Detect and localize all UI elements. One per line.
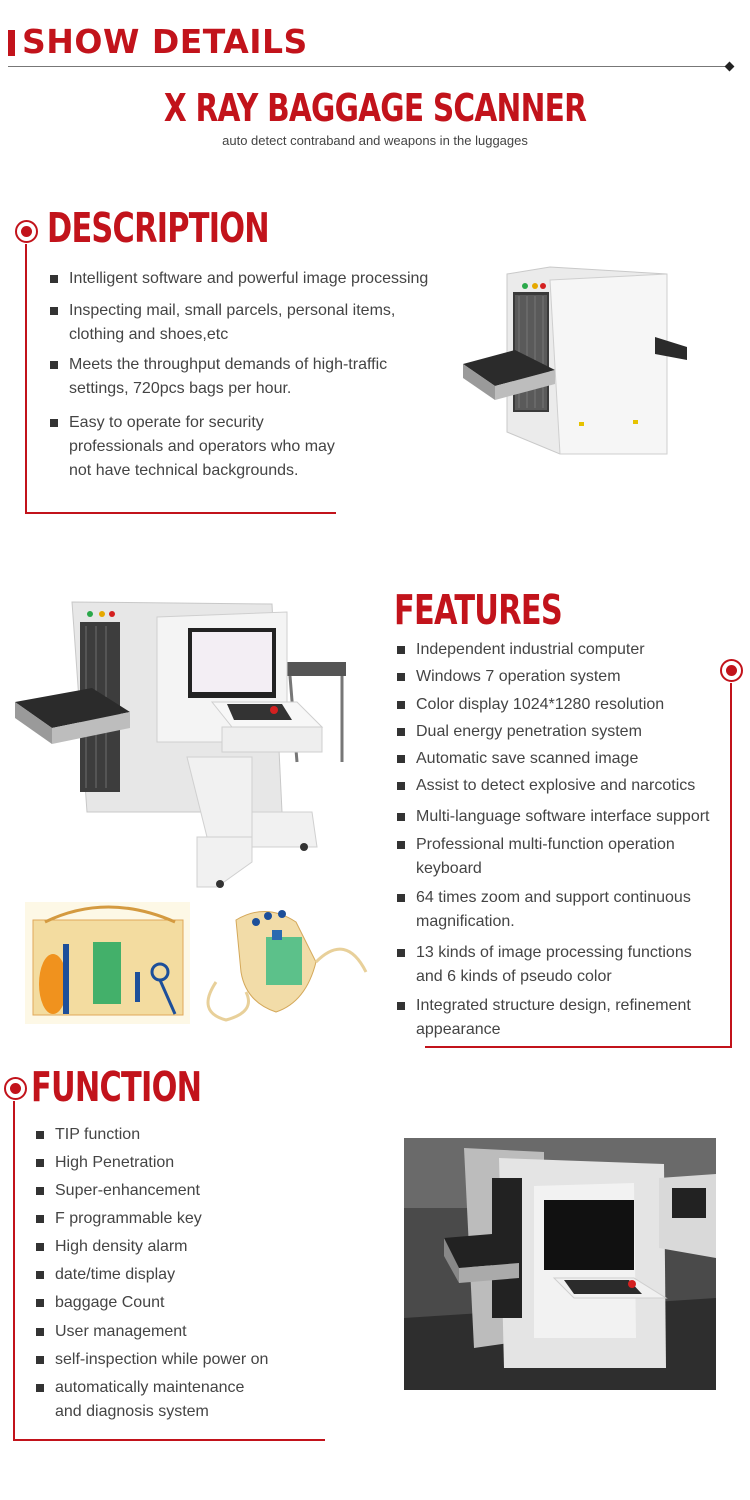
xray-bag-image-2 bbox=[196, 902, 374, 1024]
features-item: Integrated structure design, refinement appearance bbox=[394, 994, 714, 1042]
description-frame-bottom-line bbox=[25, 512, 336, 514]
description-item: Easy to operate for security professionals and operators who may not have technical backgrounds. bbox=[47, 411, 357, 483]
function-item: self-inspection while power on bbox=[33, 1348, 333, 1372]
function-list bbox=[33, 1123, 333, 1424]
header-divider bbox=[8, 66, 730, 67]
features-item: Professional multi-function operation keyboard bbox=[394, 833, 709, 881]
scanner-with-console-image bbox=[12, 592, 352, 892]
function-item: High Penetration bbox=[33, 1151, 333, 1175]
features-item: Assist to detect explosive and narcotics bbox=[394, 774, 734, 798]
features-item: 64 times zoom and support continuous magnification. bbox=[394, 886, 709, 934]
description-item: Meets the throughput demands of high-traffic settings, 720pcs bags per hour. bbox=[47, 353, 427, 401]
scanner-warehouse-photo bbox=[404, 1138, 716, 1390]
features-item: Multi-language software interface support bbox=[394, 805, 734, 829]
page-title: X RAY BAGGAGE SCANNER bbox=[163, 86, 587, 130]
features-frame-bottom-line bbox=[425, 1046, 732, 1048]
description-item: Intelligent software and powerful image processing bbox=[47, 267, 462, 291]
header-accent-bar bbox=[8, 30, 15, 56]
features-list bbox=[394, 638, 734, 1042]
description-bullet-circle-icon bbox=[15, 220, 38, 243]
function-item: User management bbox=[33, 1320, 333, 1344]
function-item: High density alarm bbox=[33, 1235, 333, 1259]
description-item: Inspecting mail, small parcels, personal items, clothing and shoes,etc bbox=[47, 299, 427, 347]
function-item: date/time display bbox=[33, 1263, 333, 1287]
show-details-heading: SHOW DETAILS bbox=[22, 22, 308, 61]
function-item: TIP function bbox=[33, 1123, 333, 1147]
function-bullet-circle-icon bbox=[4, 1077, 27, 1100]
description-heading: DESCRIPTION bbox=[47, 204, 269, 252]
function-item: F programmable key bbox=[33, 1207, 333, 1231]
description-list bbox=[47, 267, 462, 483]
function-item: automatically maintenance and diagnosis system bbox=[33, 1376, 268, 1424]
function-frame-vertical-line bbox=[13, 1101, 15, 1441]
function-heading: FUNCTION bbox=[31, 1063, 202, 1111]
xray-bag-image-1 bbox=[25, 902, 190, 1024]
xray-scanner-image bbox=[455, 262, 695, 462]
features-item: Independent industrial computer bbox=[394, 638, 734, 662]
function-frame-bottom-line bbox=[13, 1439, 325, 1441]
features-item: 13 kinds of image processing functions and 6 kinds of pseudo color bbox=[394, 941, 709, 989]
description-frame-vertical-line bbox=[25, 244, 27, 514]
features-item: Color display 1024*1280 resolution bbox=[394, 693, 734, 717]
divider-diamond-icon bbox=[725, 62, 735, 72]
features-item: Dual energy penetration system bbox=[394, 720, 734, 744]
features-heading: FEATURES bbox=[394, 586, 562, 634]
function-item: Super-enhancement bbox=[33, 1179, 333, 1203]
features-item: Automatic save scanned image bbox=[394, 747, 734, 771]
features-item: Windows 7 operation system bbox=[394, 665, 734, 689]
function-item: baggage Count bbox=[33, 1291, 333, 1315]
page-subtitle: auto detect contraband and weapons in the luggages bbox=[222, 133, 528, 148]
